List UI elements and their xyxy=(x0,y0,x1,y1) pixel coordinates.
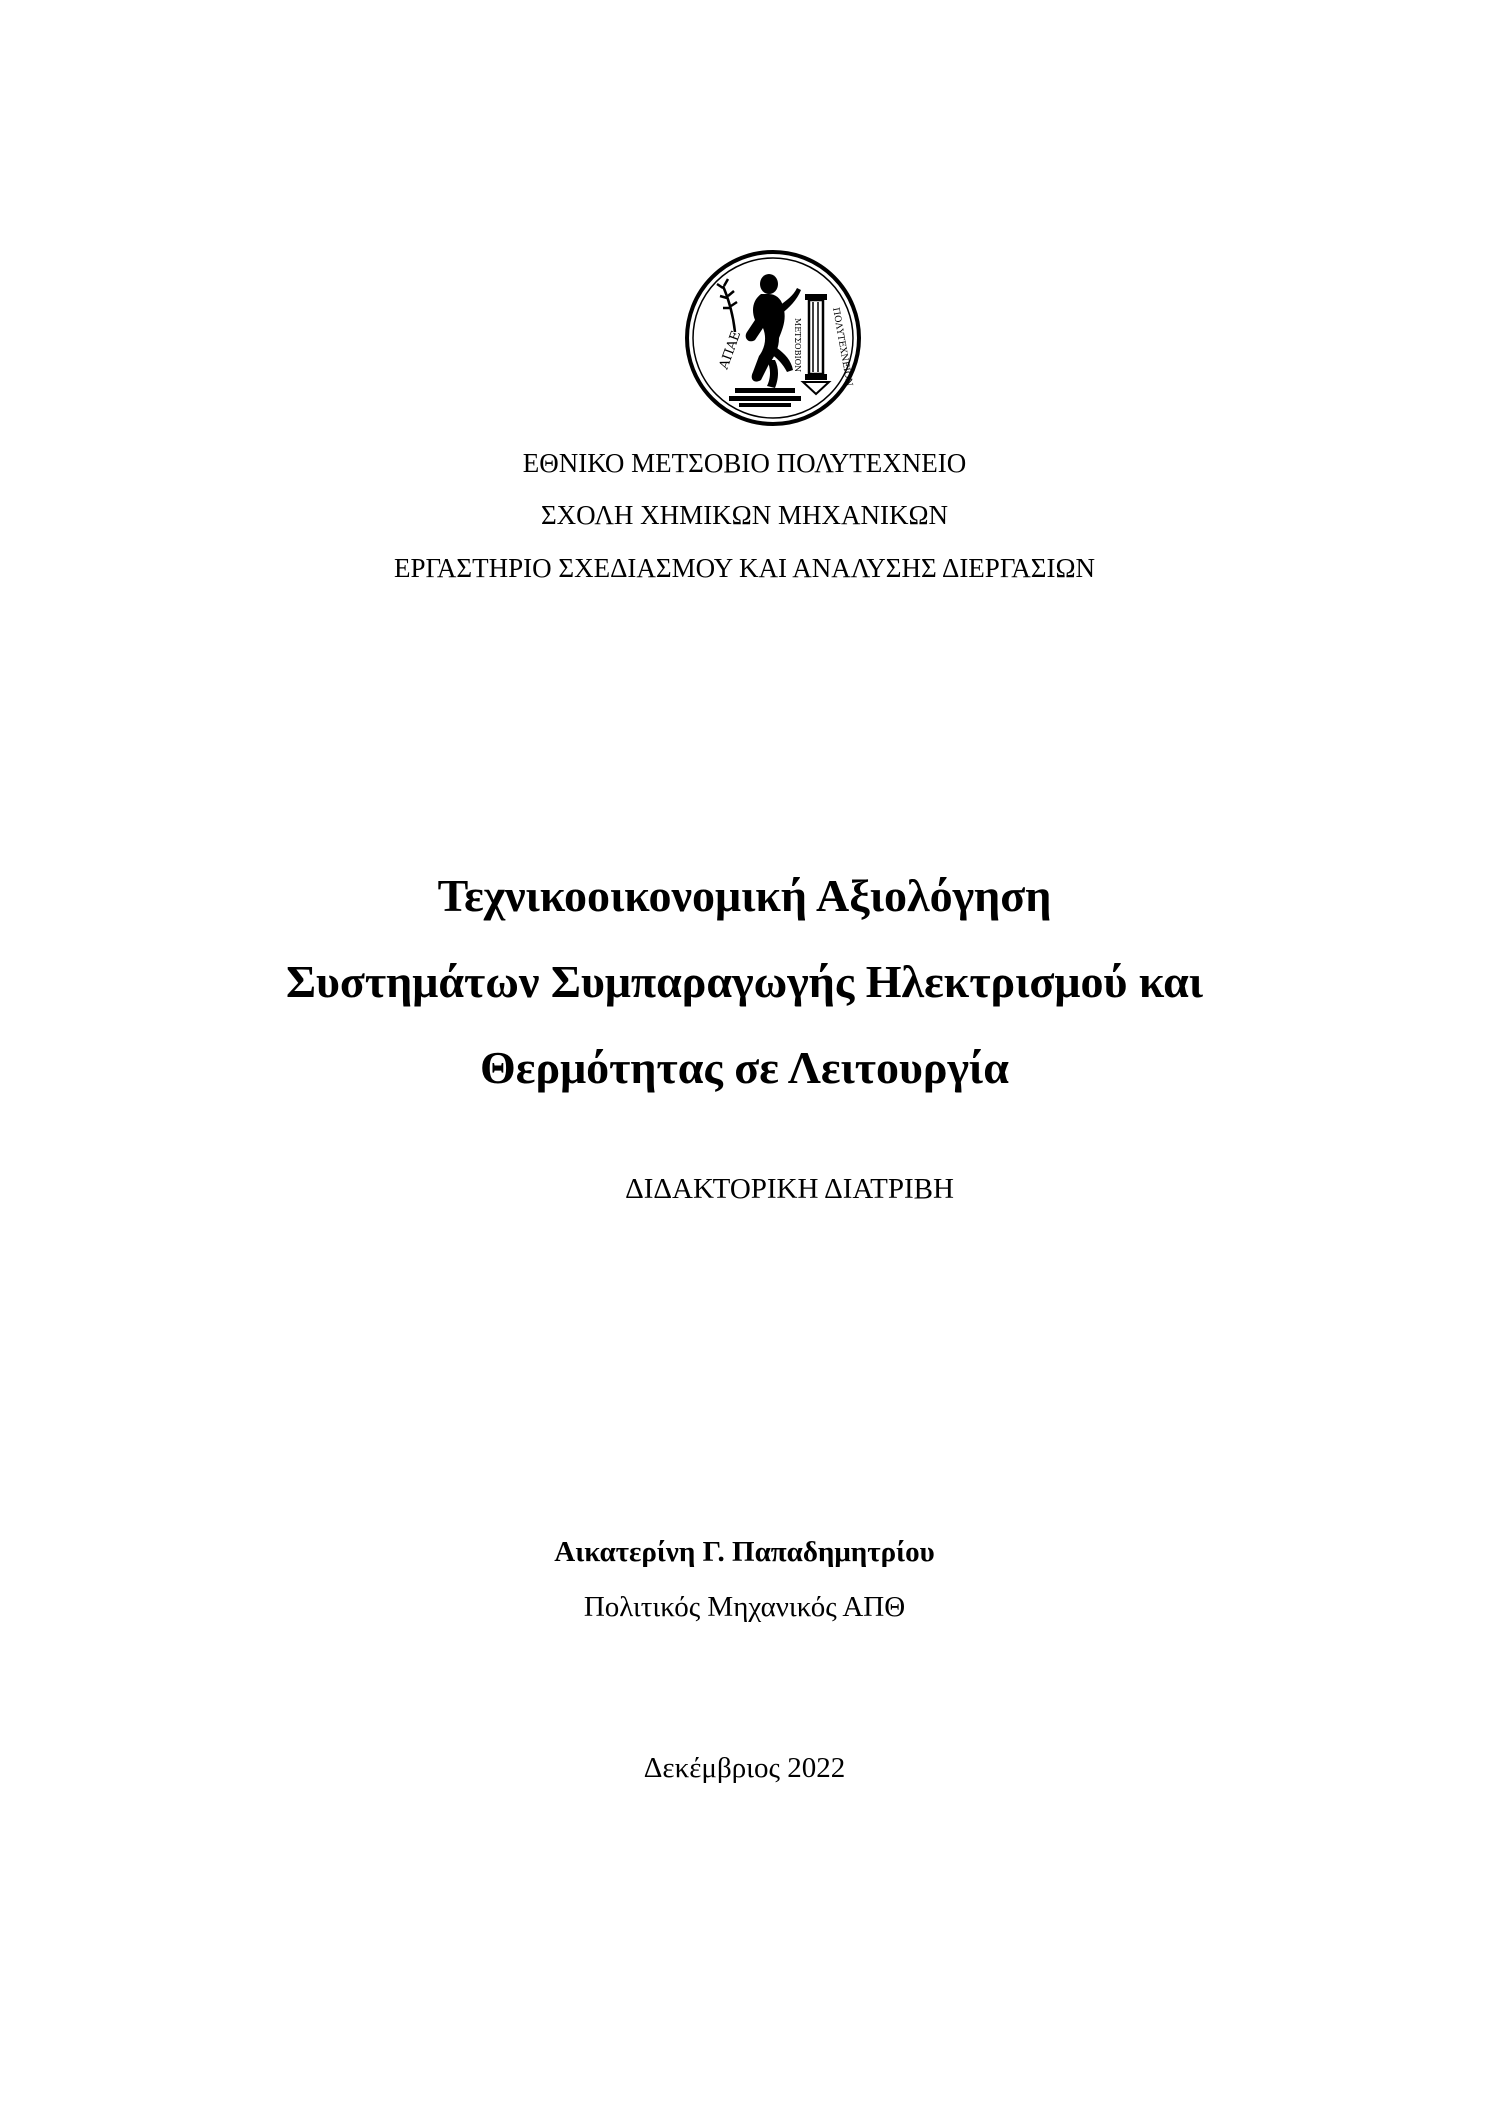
ntua-seal-icon xyxy=(683,248,863,428)
publication-date: Δεκέμβριος 2022 xyxy=(643,1752,846,1784)
svg-text:ΜΕΤΣΟΒΙΟΝ: ΜΕΤΣΟΒΙΟΝ xyxy=(793,318,802,373)
university-name: ΕΘΝΙΚΟ ΜΕΤΣΟΒΙΟ ΠΟΛΥΤΕΧΝΕΙΟ xyxy=(522,448,967,478)
svg-text:ΑΠΑΕ: ΑΠΑΕ xyxy=(716,329,745,372)
thesis-title-line-2: Συστημάτων Συμπαραγωγής Ηλεκτρισμού και xyxy=(285,956,1204,1007)
author-name: Αικατερίνη Γ. Παπαδημητρίου xyxy=(554,1536,935,1568)
thesis-title-line-1: Τεχνικοοικονομική Αξιολόγηση xyxy=(437,870,1052,921)
author-degree: Πολιτικός Μηχανικός ΑΠΘ xyxy=(583,1591,906,1623)
school-name: ΣΧΟΛΗ ΧΗΜΙΚΩΝ ΜΗΧΑΝΙΚΩΝ xyxy=(540,500,949,530)
thesis-title-line-3: Θερμότητας σε Λειτουργία xyxy=(480,1042,1009,1093)
laboratory-name: ΕΡΓΑΣΤΗΡΙΟ ΣΧΕΔΙΑΣΜΟΥ ΚΑΙ ΑΝΑΛΥΣΗΣ ΔΙΕΡΓΑΣΙΩΝ xyxy=(393,553,1096,583)
svg-text:ΠΟΛΥΤΕΧΝΕΙΟΝ: ΠΟΛΥΤΕΧΝΕΙΟΝ xyxy=(830,306,854,388)
document-type: ΔΙΔΑΚΤΟΡΙΚΗ ΔΙΑΤΡΙΒΗ xyxy=(625,1173,954,1205)
